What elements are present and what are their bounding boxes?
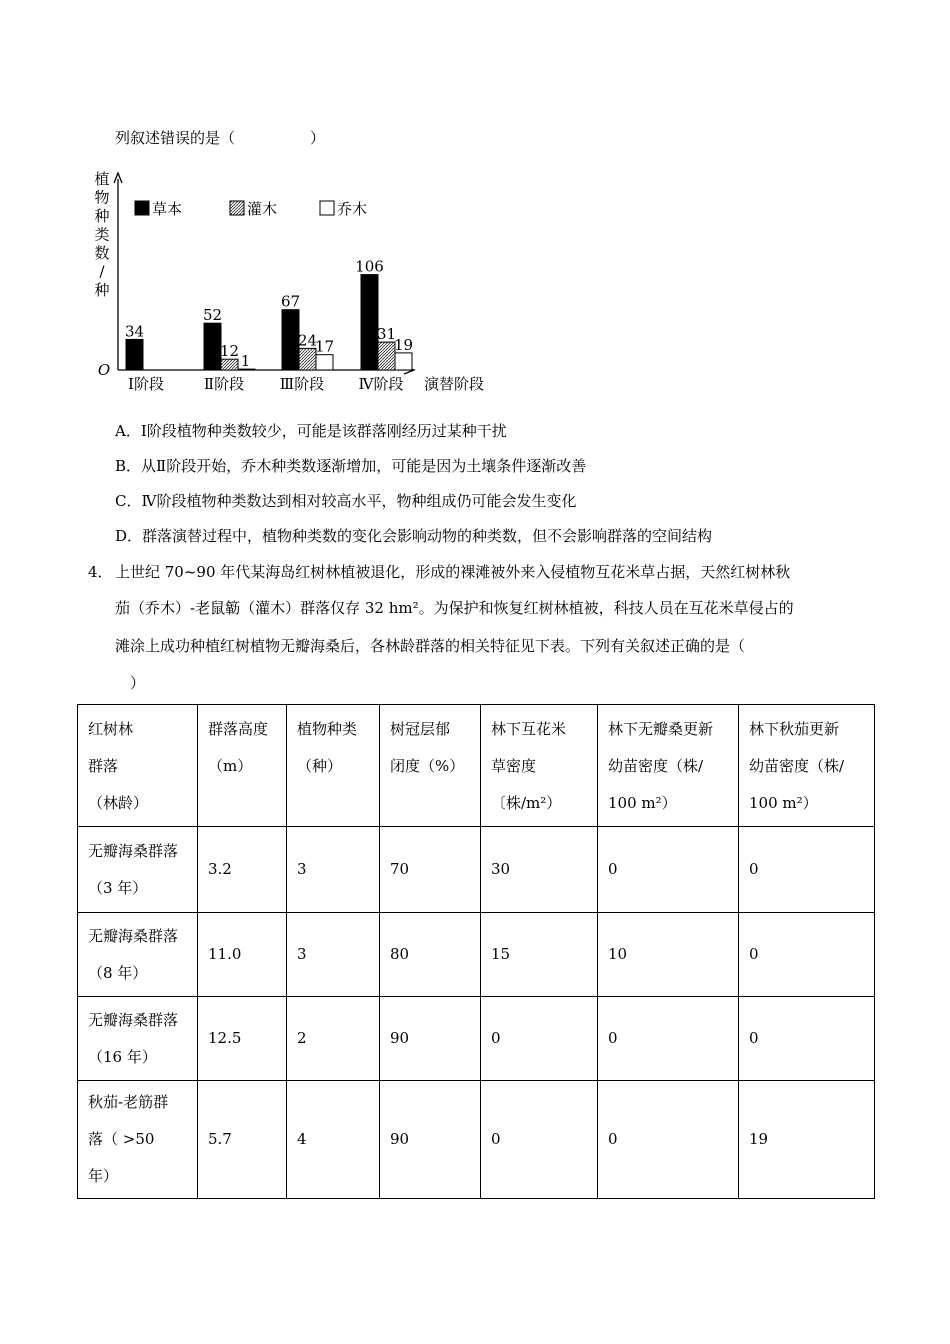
cell-text: 70 xyxy=(390,860,410,878)
bar-草本 xyxy=(282,310,299,370)
bar-草本 xyxy=(361,275,378,370)
cell-text: 5.7 xyxy=(208,1130,232,1148)
table-cell xyxy=(739,1081,875,1199)
cell-text: 秋茄-老筋群 xyxy=(88,1093,169,1111)
legend-swatch xyxy=(135,201,149,215)
question-stem-line: ） xyxy=(130,674,146,692)
cell-text: 落（ >50 xyxy=(88,1130,155,1148)
bar-草本 xyxy=(126,339,143,370)
cell-text: 90 xyxy=(390,1029,410,1047)
cell-text: 80 xyxy=(390,945,410,963)
cell-text: （种） xyxy=(297,757,343,775)
cell-text: 红树林 xyxy=(88,720,134,738)
data-label: 12 xyxy=(219,342,240,361)
cell-text: 3 xyxy=(297,945,307,963)
cell-text: 3 xyxy=(297,860,307,878)
table-cell xyxy=(598,997,739,1081)
column-header xyxy=(739,705,875,827)
table-cell xyxy=(287,1081,380,1199)
table-cell xyxy=(739,997,875,1081)
cell-text: 0 xyxy=(608,1029,618,1047)
cell-text: 0 xyxy=(491,1029,501,1047)
bar-灌木 xyxy=(299,348,316,370)
x-tick-label: Ⅲ阶段 xyxy=(279,375,325,393)
table-cell xyxy=(198,1081,287,1199)
cell-text: 林下秋茄更新 xyxy=(749,720,840,738)
cell-text: 2 xyxy=(297,1029,307,1047)
cell-text: 90 xyxy=(390,1130,410,1148)
question-stem-line: 茄（乔木）-老鼠簕（灌木）群落仅存 32 hm²。为保护和恢复红树林植被，科技人员在互花米草侵占的 xyxy=(115,599,794,617)
table-cell xyxy=(380,1081,481,1199)
cell-text: 10 xyxy=(608,945,628,963)
cell-text: 无瓣海桑群落 xyxy=(88,841,179,860)
data-label: 19 xyxy=(393,335,414,354)
option-label: B． xyxy=(115,457,142,475)
y-axis-label-char: 类 xyxy=(94,225,110,244)
cell-text: 群落 xyxy=(88,757,119,775)
option-text: 从Ⅱ阶段开始，乔木种类数逐渐增加，可能是因为土壤条件逐渐改善 xyxy=(141,457,587,475)
table-cell xyxy=(287,827,380,913)
option-label: A． xyxy=(115,422,141,440)
cell-text: 0 xyxy=(608,860,618,878)
x-axis-label: 演替阶段 xyxy=(424,375,485,393)
option-d xyxy=(115,526,712,546)
cell-text: 0 xyxy=(749,945,759,963)
data-label: 24 xyxy=(297,331,318,350)
option-text: 群落演替过程中，植物种类数的变化会影响动物的种类数，但不会影响群落的空间结构 xyxy=(142,527,713,545)
legend-swatch xyxy=(320,201,334,215)
question-stem-line: 滩涂上成功种植红树植物无瓣海桑后，各林龄群落的相关特征见下表。下列有关叙述正确的是（ xyxy=(115,637,746,655)
bar-灌木 xyxy=(378,342,395,370)
table-cell xyxy=(380,827,481,913)
x-tick-label: Ⅱ阶段 xyxy=(203,375,245,393)
mangrove-community-table xyxy=(77,704,875,1199)
data-label: 34 xyxy=(124,322,145,341)
table-header-row xyxy=(78,705,875,827)
row-header xyxy=(78,1081,198,1199)
cell-text: 闭度（%） xyxy=(390,757,465,775)
table-cell xyxy=(598,913,739,997)
data-label: 106 xyxy=(355,257,384,276)
cell-text: 草密度 xyxy=(491,757,537,775)
table-cell xyxy=(198,913,287,997)
table-cell xyxy=(739,827,875,913)
column-header xyxy=(78,705,198,827)
table-cell xyxy=(198,997,287,1081)
table-cell xyxy=(598,827,739,913)
bar-乔木 xyxy=(316,355,333,370)
cell-text: 幼苗密度（株/ xyxy=(749,757,845,775)
option-text: Ⅰ阶段植物种类数较少，可能是该群落刚经历过某种干扰 xyxy=(140,422,507,440)
option-label: C． xyxy=(115,492,142,510)
table-row xyxy=(78,1081,875,1199)
y-axis-label-char: 数 xyxy=(94,244,110,262)
cell-text: 〔株/m²） xyxy=(491,794,562,812)
cell-text: 幼苗密度（株/ xyxy=(608,757,704,775)
option-c xyxy=(115,491,576,511)
cell-text: 年） xyxy=(88,1167,119,1185)
legend-label: 灌木 xyxy=(247,200,278,218)
cell-text: 群落高度 xyxy=(208,720,269,738)
table-row xyxy=(78,997,875,1081)
cell-text: 100 m²） xyxy=(749,794,818,812)
column-header xyxy=(287,705,380,827)
table-cell xyxy=(380,913,481,997)
row-header xyxy=(78,827,198,913)
table-cell xyxy=(287,913,380,997)
row-header xyxy=(78,997,198,1081)
cell-text: 林下互花米 xyxy=(491,720,567,738)
cell-text: （林龄） xyxy=(88,794,149,812)
column-header xyxy=(380,705,481,827)
table-cell xyxy=(598,1081,739,1199)
table-cell xyxy=(287,997,380,1081)
legend-label: 乔木 xyxy=(337,200,368,218)
succession-bar-chart xyxy=(88,168,508,398)
cell-text: 树冠层郁 xyxy=(390,720,451,738)
cell-text: 无瓣海桑群落 xyxy=(88,926,179,945)
cell-text: （16 年） xyxy=(88,1047,157,1066)
cell-text: 3.2 xyxy=(208,860,232,878)
cell-text: 12.5 xyxy=(208,1029,242,1047)
cell-text: 0 xyxy=(608,1130,618,1148)
question-stem-tail: 列叙述错误的是（ ） xyxy=(115,129,326,147)
table-cell xyxy=(380,997,481,1081)
bar-乔木 xyxy=(395,353,412,370)
cell-text: 0 xyxy=(749,860,759,878)
option-b xyxy=(115,456,586,476)
option-label: D． xyxy=(115,527,143,545)
option-text: Ⅳ阶段植物种类数达到相对较高水平，物种组成仍可能会发生变化 xyxy=(141,492,577,510)
table-cell xyxy=(739,913,875,997)
cell-text: 植物种类 xyxy=(297,720,358,738)
cell-text: 30 xyxy=(491,860,511,878)
legend-label: 草本 xyxy=(152,200,183,218)
x-tick-label: Ⅰ阶段 xyxy=(128,375,164,393)
y-axis-label-char: / xyxy=(99,262,105,281)
question-number: 4． xyxy=(88,563,113,581)
cell-text: （m） xyxy=(208,757,253,775)
column-header xyxy=(481,705,598,827)
data-label: 52 xyxy=(202,306,223,325)
table-cell xyxy=(481,827,598,913)
option-a xyxy=(115,421,507,441)
cell-text: 19 xyxy=(749,1130,769,1148)
cell-text: 0 xyxy=(491,1130,501,1148)
table-cell xyxy=(198,827,287,913)
table-row xyxy=(78,913,875,997)
data-label: 67 xyxy=(280,292,301,311)
column-header xyxy=(598,705,739,827)
table-cell xyxy=(481,997,598,1081)
cell-text: （8 年） xyxy=(88,963,148,982)
y-axis-label-char: 种 xyxy=(94,207,110,225)
y-axis-label-char: 植 xyxy=(94,170,110,188)
legend-swatch xyxy=(230,201,244,215)
row-header xyxy=(78,913,198,997)
bar-草本 xyxy=(204,323,221,370)
table-cell xyxy=(481,913,598,997)
data-label: 31 xyxy=(376,325,397,344)
cell-text: 林下无瓣桑更新 xyxy=(608,720,714,738)
y-axis-label-char: 物 xyxy=(94,188,110,207)
cell-text: 0 xyxy=(749,1029,759,1047)
table-row xyxy=(78,827,875,913)
x-tick-label: Ⅳ阶段 xyxy=(358,375,404,393)
data-label: 17 xyxy=(314,337,335,356)
y-axis-label-char: 种 xyxy=(94,281,110,299)
column-header xyxy=(198,705,287,827)
table-cell xyxy=(481,1081,598,1199)
data-label: 1 xyxy=(240,352,251,371)
cell-text: 100 m²） xyxy=(608,794,677,812)
cell-text: （3 年） xyxy=(88,878,148,897)
origin-label: O xyxy=(97,361,111,379)
question-stem-line: 上世纪 70~90 年代某海岛红树林植被退化，形成的裸滩被外来入侵植物互花米草占据，天然红树林秋 xyxy=(115,563,791,581)
cell-text: 无瓣海桑群落 xyxy=(88,1010,179,1029)
bar-灌木 xyxy=(221,359,238,370)
cell-text: 4 xyxy=(297,1130,307,1148)
cell-text: 11.0 xyxy=(208,945,242,963)
cell-text: 15 xyxy=(491,945,511,963)
